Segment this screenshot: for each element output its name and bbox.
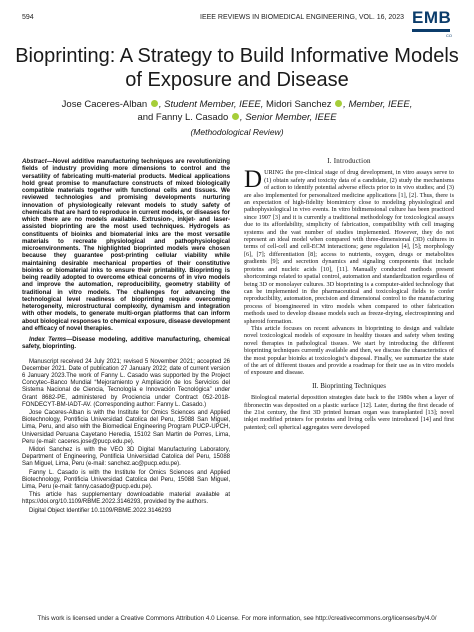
author-name: Midori Sanchez: [266, 99, 332, 110]
author-role: , Student Member, IEEE,: [158, 99, 264, 110]
author-name: Jose Caceres-Alban: [61, 99, 148, 110]
abstract: [22, 158, 230, 332]
index-terms: [22, 336, 230, 351]
orcid-icon[interactable]: [335, 100, 342, 107]
author3-affiliation: Fanny L. Casado is with the Institute for Omics Sciences and Applied Biotechnology, Pontificia Universidad Catolica del Peru, 15088 San Miguel, Lima, Peru (e-mail: fanny.casado@pucp.edu.pe).: [22, 469, 230, 490]
section-heading-bioprinting-techniques: II. Bioprinting Techniques: [312, 381, 386, 390]
article-metadata: [22, 359, 230, 515]
emb-logo-bar: [412, 29, 450, 32]
orcid-icon[interactable]: [151, 100, 158, 107]
abstract-text: —Novel additive manufacturing techniques are revolutionizing fields of industry providing more dimensions to control and the versatility of fabricating multi-material products. Medical applications hold great promise to manufacture constructs of mixed biologically compatible materials together with functional cells and tissues. We reviewed technologies and promising developments nurturing innovation of physiologically relevant models to study safety of chemicals that are hard to reproduce in current models, or diseases for which there are no models available. Extrusion-, inkjet- and laser-assisted bioprinting are the most used techniques. Hydrogels as constituents of bioinks and biomaterial inks are the most versatile materials to recreate physiological and pathophysiological microenvironments. The highlighted bioprinted models were chosen because they guarantee post-printing cellular viability while maintaining desirable mechanical properties of their constitutive bioinks or biomaterial inks to ensure their printability. Bioprinting is being readily adopted to overcome ethical concerns of in vivo models and improve the automation, reproducibility, geometry stability of traditional in vitro models. The challenges for advancing the technological level readiness of bioprinting require overcoming heterogeneity, microstructural complexity, dynamism and integration with other models, to generate multi-organ platforms that can inform about biological responses to chemical exposure, disease development and efficacy of novel therapies.: [22, 158, 230, 332]
intro-paragraph-1: [244, 166, 454, 325]
document-type: (Methodological Review): [190, 127, 284, 137]
author1-affiliation: Jose Caceres-Alban is with the Institute for Omics Sciences and Applied Biotechnology, Pontificia Universidad Catolica del Peru, 15088 San Miguel, Lima, Peru, and also with the Biomedical Engineering Program PUCP-UPCH, Universidad Peruana Cayetano Heredia, 15102 San Martin de Porres, Lima, Peru (e-mail: caceres.jose@pucp.edu.pe).: [22, 409, 230, 445]
index-terms-lead: Index Terms: [29, 336, 67, 343]
journal-name: IEEE REVIEWS IN BIOMEDICAL ENGINEERING, VOL. 16, 2023: [200, 14, 404, 21]
intro-paragraph-2: This article focuses on recent advances in bioprinting to design and validate novel toxicological models of exposure in healthy tissues and safety when testing novel therapies in pathological tissues. We start by introducing the different bioprinting techniques currently available and then, we discuss the characteristics of the most popular bioinks at toxicologist’s disposal. Finally, we summarize the state of the art of different tissues and provide a roadmap for their use as in vitro models of exposure and disease.: [244, 324, 454, 377]
author2-affiliation: Midori Sanchez is with the VEO 3D Digital Manufacturing Laboratory, Department of Engineering, Pontificia Universidad Catolica del Peru, 15088 San Miguel, Lima, Peru (e-mail: sanchez.ac@pucp.edu.pe).: [22, 446, 230, 468]
author-name: and Fanny L. Casado: [137, 111, 229, 123]
author-role: , Member, IEEE,: [343, 99, 413, 110]
emb-logo-text: EMB: [412, 8, 452, 27]
author-role: , Senior Member, IEEE: [239, 111, 337, 123]
emb-logo: [412, 8, 452, 42]
section2-paragraph-1: Biological material deposition strategies date back to the 1980s when a layer of fibronectin was deposited on a plastic surface [12]. Later, during the first decade of the 21st century, the first 3D printed human organ was transplanted [13]; novel inkjet modified printers for proteins and living cells were introduced [14] and first patented; cell spherical aggregates were developed: [244, 394, 454, 431]
supplementary-note: This article has supplementary downloadable material available at https://doi.org/10.1109/RBME.2022.3146293, provided by the authors.: [22, 492, 230, 506]
orcid-icon[interactable]: [232, 113, 239, 120]
doi-line: Digital Object Identifier 10.1109/RBME.2022.3146293: [29, 507, 172, 514]
drop-cap: D: [244, 166, 263, 194]
page-number: 594: [22, 14, 34, 21]
received-note: Manuscript received 24 July 2021; revised 5 November 2021; accepted 26 December 2021. Date of publication 27 January 2022; date of current version 6 January 2023.The work of Fanny L. Casado was supported by the Project Concytec–Banco Mundial “Mejoramiento y Ampliación de los Servicios del Sistema Nacional de Ciencia, Tecnología e Innovación Tecnológica” under Grant 8682-PE, administered by Prociencia under Contract 052-2018-FONDECYT-BM-IADT-AV. (Corresponding author: Fanny L. Casado.): [22, 358, 230, 408]
author-list: [20, 99, 454, 124]
section-heading-introduction: I. Introduction: [327, 157, 371, 165]
intro-paragraph-1-text: URING the pre-clinical stage of drug development, in vitro assays serve to (1) obtain safety and toxicity data of a candidate, (2) study the mechanisms of action to identify potential adverse effects prior to in vivo studies; and (3) are also implemented for personalized medicine applications [1], [2]. Thus, there is an expectation of high-fidelity biomimicry close to modeling physiological and pathophysiological in vivo events. In vitro bidimensional culture has been practiced since 1907 [3] and it is currently a traditional methodology for toxicological assays due to its affordability, simplicity of fabrication, compatibility with cell imaging systems and the vast number of studies implemented. However, they do not represent an ideal model when compared with three-dimensional (3D) cultures in terms of cell-cell and cell-ECM interactions; gene regulation [4], [5]; morphology [6], [7]; differentiation [8]; access to nutrients, oxygen, drugs or metabolites gradients [9]; and secretion dynamics and signaling components that include proteins and nucleic acids [10], [11]. Manually conducted methods present shortcomings related to spatial control, automation and standardization regardless of being 3D or monolayer cultures. 3D bioprinting is a computer-aided technology that can be implemented in the pharmaceutical and toxicological fields to confer reproducibility, automation, precision and dimensional control to the manufacturing process of bioengineered in vitro models when compared to other fabrication methods used to develop disease models such as freeze-drying, electrospinning and spheroid formation.: [244, 169, 454, 325]
license-footer: This work is licensed under a Creative Commons Attribution 4.0 License. For more information, see http://creativecommons.org/licenses/by/4.0/: [37, 615, 437, 622]
right-column: [244, 158, 454, 431]
page-header: [22, 8, 452, 38]
emb-logo-sub: CO: [446, 33, 452, 38]
index-terms-text: —Disease modeling, additive manufacturing, chemical safety, bioprinting.: [22, 336, 230, 351]
abstract-lead: Abstract: [22, 158, 47, 165]
article-title: Bioprinting: A Strategy to Build Informative Models of Exposure and Disease: [15, 45, 459, 91]
left-column: [22, 158, 230, 516]
